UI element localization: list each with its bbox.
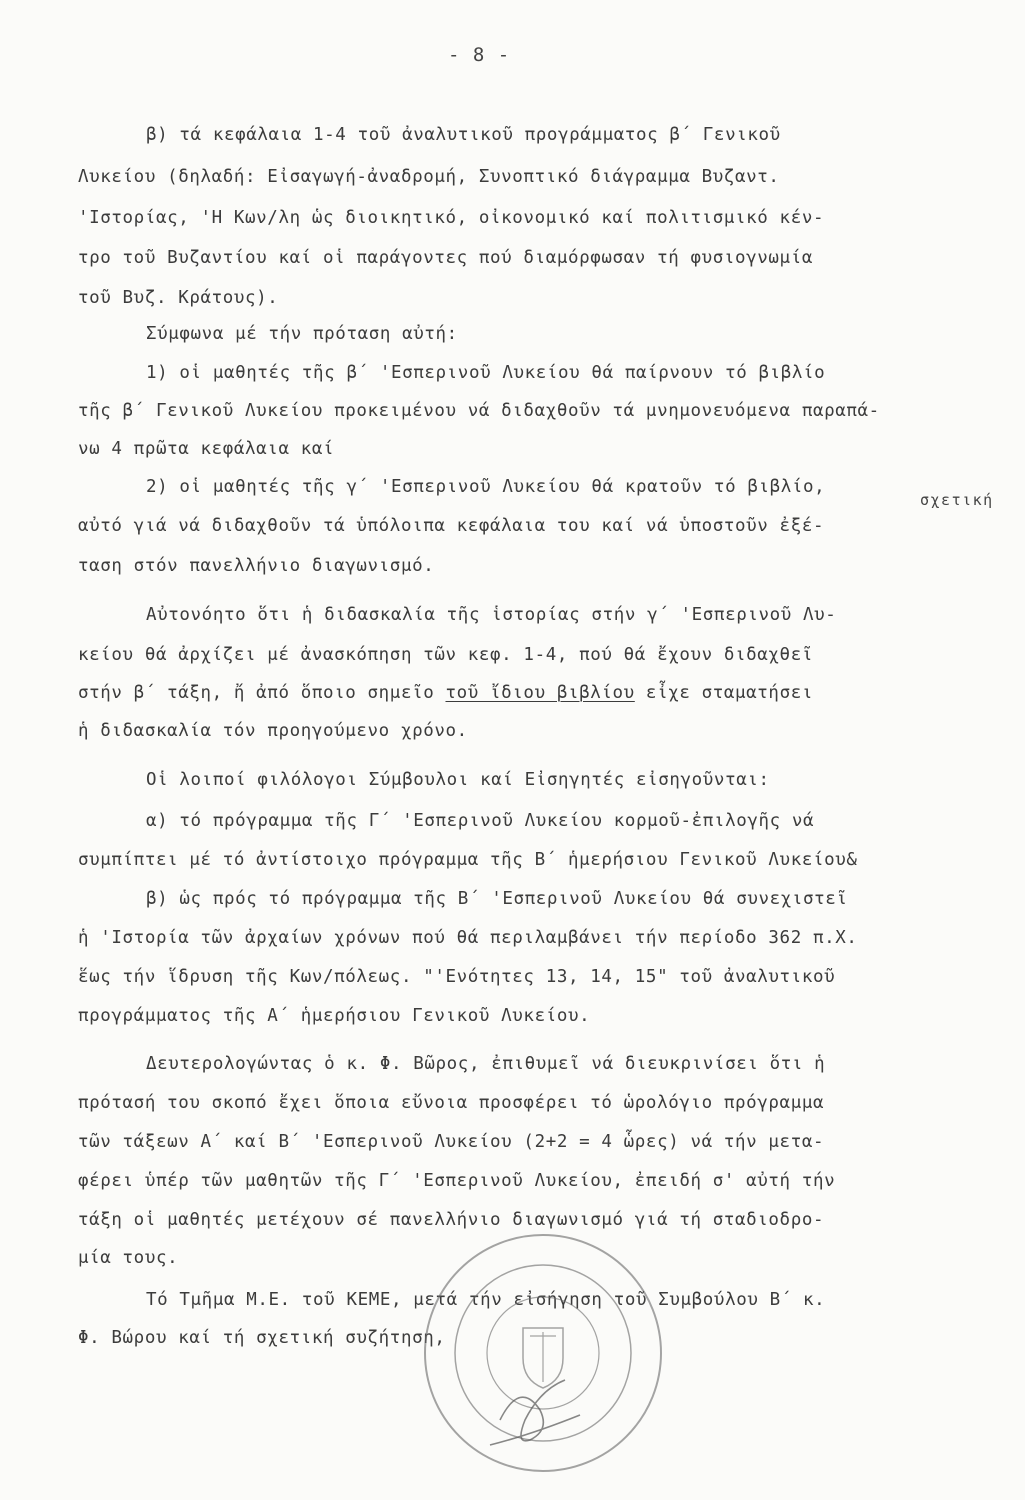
text-line	[78, 682, 813, 704]
text-span: στήν β΄ τάξη, ἤ ἀπό ὅποιο σημεῖο	[78, 683, 446, 703]
text-line: β) τά κεφάλαια 1-4 τοῦ ἀναλυτικοῦ προγράμματος β΄ Γενικοῦ	[146, 125, 781, 145]
text-line: Σύμφωνα μέ τήν πρόταση αὐτή:	[146, 324, 458, 344]
text-line: τῶν τάξεων Α΄ καί Β΄ 'Εσπερινοῦ Λυκείου (2+2 = 4 ὧρες) νά τήν μετα-	[78, 1132, 825, 1152]
handwritten-insertion: σχετική	[920, 491, 994, 509]
text-line: Τό Τμῆμα Μ.Ε. τοῦ ΚΕΜΕ, μετά τήν εἰσήγηση τοῦ Συμβούλου Β΄ κ.	[146, 1290, 826, 1310]
text-line: α) τό πρόγραμμα τῆς Γ΄ 'Εσπερινοῦ Λυκείου κορμοῦ-ἐπιλογῆς νά	[146, 811, 815, 831]
text-line: μία τους.	[78, 1248, 179, 1268]
text-line: 'Ιστορίας, 'Η Κων/λη ὡς διοικητικό, οἰκονομικό καί πολιτισμικό κέν-	[78, 208, 825, 228]
text-line: ἡ 'Ιστορία τῶν ἀρχαίων χρόνων πού θά περιλαμβάνει τήν περίοδο 362 π.Χ.	[78, 928, 858, 948]
text-line: τῆς β΄ Γενικοῦ Λυκείου προκειμένου νά διδαχθοῦν τά μνημονευόμενα παραπά-	[78, 401, 880, 421]
signature-mark	[470, 1350, 610, 1470]
text-line: Αὐτονόητο ὅτι ἡ διδασκαλία τῆς ἱστορίας στήν γ΄ 'Εσπερινοῦ Λυ-	[146, 605, 837, 625]
text-line: Δευτερολογώντας ὁ κ. Φ. Βῶρος, ἐπιθυμεῖ νά διευκρινίσει ὅτι ἡ	[146, 1054, 826, 1074]
text-line: τάξη οἱ μαθητές μετέχουν σέ πανελλήνιο διαγωνισμό γιά τή σταδιοδρο-	[78, 1210, 825, 1230]
text-line: προγράμματος τῆς Α΄ ἡμερήσιου Γενικοῦ Λυκείου.	[78, 1006, 591, 1026]
text-line: 2) οἱ μαθητές τῆς γ΄ 'Εσπερινοῦ Λυκείου θά κρατοῦν τό βιβλίο,	[146, 477, 826, 497]
text-line: κείου θά ἀρχίζει μέ ἀνασκόπηση τῶν κεφ. 1-4, πού θά ἔχουν διδαχθεῖ	[78, 645, 813, 665]
text-line: τρο τοῦ Βυζαντίου καί οἱ παράγοντες πού διαμόρφωσαν τή φυσιογνωμία	[78, 248, 813, 268]
text-line: αὐτό γιά νά διδαχθοῦν τά ὑπόλοιπα κεφάλαια του καί νά ὑποστοῦν ἐξέ-	[78, 516, 825, 536]
text-line: Φ. Βώρου καί τή σχετική συζήτηση,	[78, 1328, 446, 1348]
text-line: ἡ διδασκαλία τόν προηγούμενο χρόνο.	[78, 721, 468, 741]
text-span: εἶχε σταματήσει	[634, 683, 813, 703]
text-line: τοῦ Βυζ. Κράτους).	[78, 288, 279, 308]
text-line: Οἱ λοιποί φιλόλογοι Σύμβουλοι καί Εἰσηγητές εἰσηγοῦνται:	[146, 770, 770, 790]
page-number: - 8 -	[448, 44, 511, 66]
underlined-text: τοῦ ἴδιου βιβλίου	[445, 683, 635, 703]
text-line: β) ὡς πρός τό πρόγραμμα τῆς Β΄ 'Εσπερινοῦ Λυκείου θά συνεχιστεῖ	[146, 889, 848, 909]
text-line: ἕως τήν ἵδρυση τῆς Κων/πόλεως. "'Ενότητες 13, 14, 15" τοῦ ἀναλυτικοῦ	[78, 967, 836, 987]
text-line: συμπίπτει μέ τό ἀντίστοιχο πρόγραμμα τῆς Β΄ ἡμερήσιου Γενικοῦ Λυκείου&	[78, 850, 858, 870]
text-line: 1) οἱ μαθητές τῆς β΄ 'Εσπερινοῦ Λυκείου θά παίρνουν τό βιβλίο	[146, 363, 826, 383]
text-line: φέρει ὑπέρ τῶν μαθητῶν τῆς Γ΄ 'Εσπερινοῦ Λυκείου, ἐπειδή σ' αὐτή τήν	[78, 1171, 836, 1191]
text-line: Λυκείου (δηλαδή: Εἰσαγωγή-ἀναδρομή, Συνοπτικό διάγραμμα Βυζαντ.	[78, 167, 780, 187]
text-line: νω 4 πρῶτα κεφάλαια καί	[78, 439, 335, 459]
text-line: πρότασή του σκοπό ἔχει ὅποια εὔνοια προσφέρει τό ὡρολόγιο πρόγραμμα	[78, 1093, 825, 1113]
text-line: ταση στόν πανελλήνιο διαγωνισμό.	[78, 556, 435, 576]
